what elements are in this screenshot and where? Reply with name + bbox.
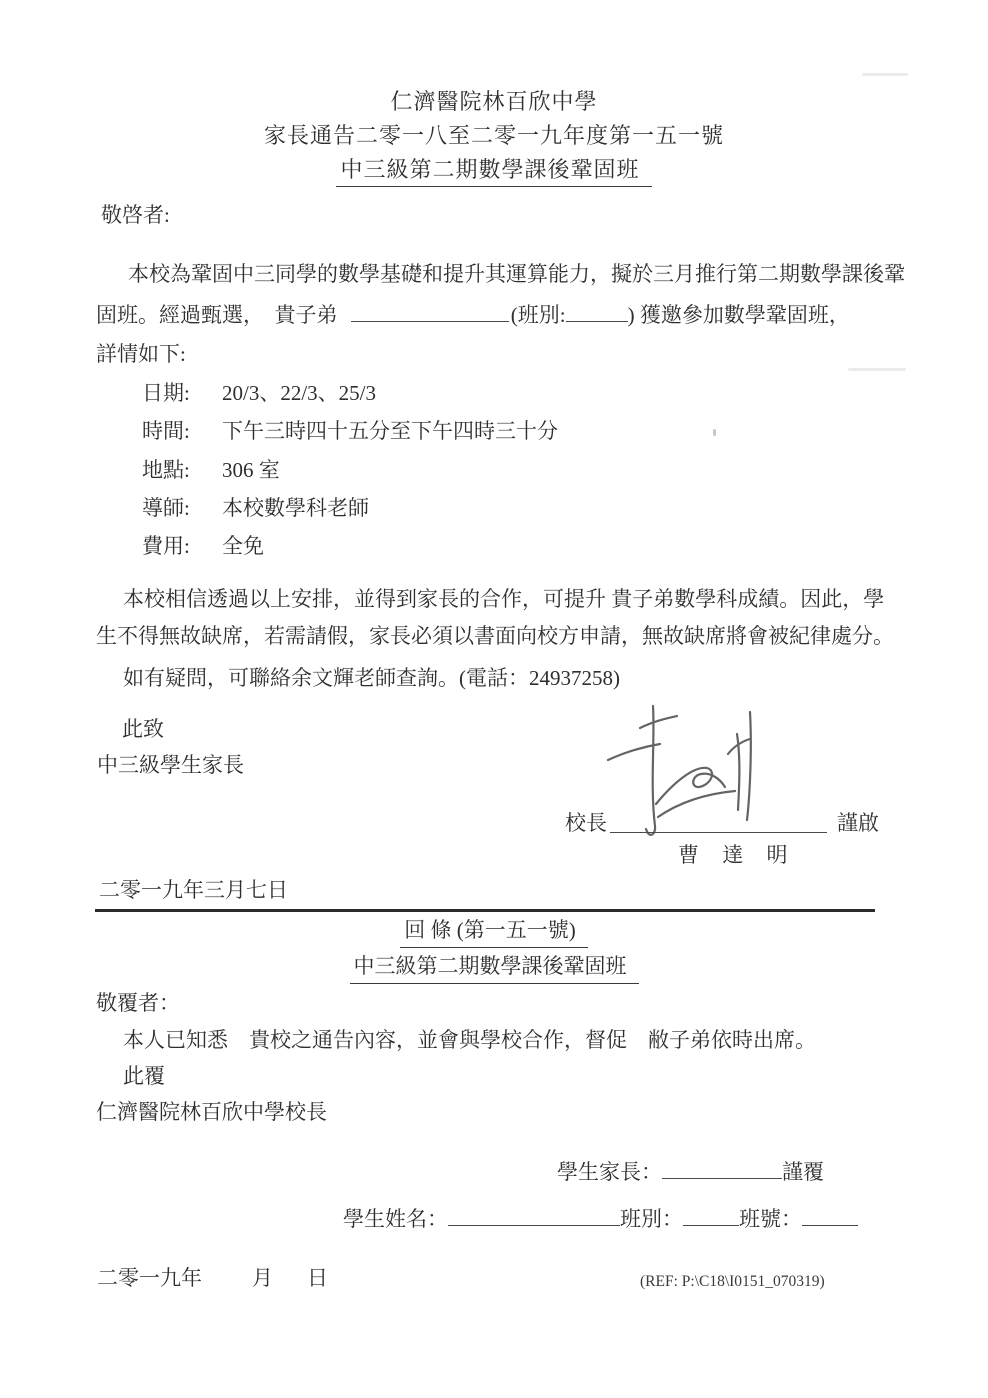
tear-off-divider bbox=[95, 909, 875, 912]
detail-value: 本校數學科老師 bbox=[222, 496, 369, 520]
notice-number: 家長通告二零一八至二零一九年度第一五一號 bbox=[263, 123, 724, 148]
closing-recipient: 中三級學生家長 bbox=[97, 753, 244, 777]
para1-line2 bbox=[96, 301, 850, 329]
reply-date-day: 日 bbox=[307, 1266, 328, 1290]
class-no-label: 班號： bbox=[739, 1207, 802, 1231]
letter-date: 二零一九年三月七日 bbox=[99, 878, 288, 902]
reply-slip-subject-text: 中三級第二期數學課後鞏固班 bbox=[350, 953, 639, 984]
student-name-label: 學生姓名： bbox=[343, 1207, 448, 1231]
para1-line1: 本校為鞏固中三同學的數學基礎和提升其運算能力，擬於三月推行第二期數學課後鞏 bbox=[128, 262, 905, 286]
student-name-blank bbox=[448, 1205, 620, 1226]
salutation: 敬啓者: bbox=[101, 203, 170, 227]
detail-label: 日期: bbox=[142, 381, 190, 405]
parent-sign-label: 學生家長： bbox=[557, 1160, 662, 1184]
scan-artifact bbox=[848, 368, 906, 371]
principal-name: 曹 達 明 bbox=[678, 843, 797, 867]
close-paren: ) bbox=[627, 303, 635, 327]
detail-label: 時間: bbox=[142, 419, 190, 443]
scan-artifact bbox=[862, 73, 908, 76]
parent-sign-off: 謹覆 bbox=[782, 1160, 824, 1184]
closing-cizhi: 此致 bbox=[122, 717, 164, 741]
reply-date-year: 二零一九年 bbox=[97, 1266, 202, 1290]
para2-line1: 本校相信透過以上安排，並得到家長的合作，可提升 貴子弟數學科成績。因此，學 bbox=[123, 587, 885, 611]
para1-line2-pre: 固班。經過甄選， 貴子弟 bbox=[96, 303, 338, 327]
student-name-blank-inline bbox=[351, 301, 509, 322]
class-no-blank bbox=[802, 1205, 858, 1226]
class-blank-inline bbox=[566, 301, 628, 322]
detail-row-fee bbox=[142, 533, 264, 560]
notice-subject-text: 中三級第二期數學課後鞏固班 bbox=[336, 156, 651, 187]
detail-label: 費用: bbox=[142, 534, 190, 558]
detail-value: 下午三時四十五分至下午四時三十分 bbox=[222, 419, 558, 443]
detail-label: 地點: bbox=[142, 458, 190, 482]
reply-slip-title-text: 回 條 (第一五一號) bbox=[400, 917, 588, 948]
reply-slip-title bbox=[0, 917, 988, 948]
signature-sign-off: 謹啟 bbox=[837, 811, 879, 835]
scan-artifact bbox=[713, 429, 716, 436]
reply-addressee: 仁濟醫院林百欣中學校長 bbox=[96, 1100, 327, 1124]
reply-date-month: 月 bbox=[252, 1266, 273, 1290]
para1-line2-post: 獲邀參加數學鞏固班， bbox=[639, 303, 850, 327]
detail-value: 全免 bbox=[222, 534, 264, 558]
contact-line: 如有疑問，可聯絡余文輝老師查詢。(電話：24937258) bbox=[123, 666, 620, 690]
parent-signature-row bbox=[557, 1158, 824, 1186]
reply-body: 本人已知悉 貴校之通告內容，並會與學校合作，督促 敝子弟依時出席。 bbox=[123, 1028, 816, 1052]
class-label-inline: (班別: bbox=[510, 303, 566, 327]
student-info-row bbox=[343, 1205, 858, 1233]
reply-salutation: 敬覆者： bbox=[96, 991, 180, 1015]
class-label: 班別： bbox=[620, 1207, 683, 1231]
detail-row-time bbox=[142, 418, 558, 445]
signature-role-label: 校長 bbox=[565, 811, 607, 835]
ref-number: (REF: P:\C18\I0151_070319) bbox=[640, 1273, 825, 1290]
para2-line2: 生不得無故缺席，若需請假，家長必須以書面向校方申請，無故缺席將會被紀律處分。 bbox=[96, 624, 894, 648]
notice-subject bbox=[0, 156, 988, 187]
reply-slip-subject bbox=[0, 953, 988, 984]
parent-signature-blank bbox=[662, 1158, 782, 1179]
detail-value: 306 室 bbox=[222, 458, 280, 482]
school-name: 仁濟醫院林百欣中學 bbox=[390, 89, 598, 114]
detail-row-date bbox=[142, 380, 376, 407]
detail-label: 導師: bbox=[142, 496, 190, 520]
reply-closing: 此覆 bbox=[123, 1064, 165, 1088]
para1-line3: 詳情如下: bbox=[96, 342, 186, 366]
detail-row-venue bbox=[142, 457, 280, 484]
signature-line bbox=[610, 808, 827, 833]
detail-value: 20/3、22/3、25/3 bbox=[222, 381, 377, 405]
class-blank bbox=[683, 1205, 739, 1226]
detail-row-tutor bbox=[142, 495, 369, 522]
